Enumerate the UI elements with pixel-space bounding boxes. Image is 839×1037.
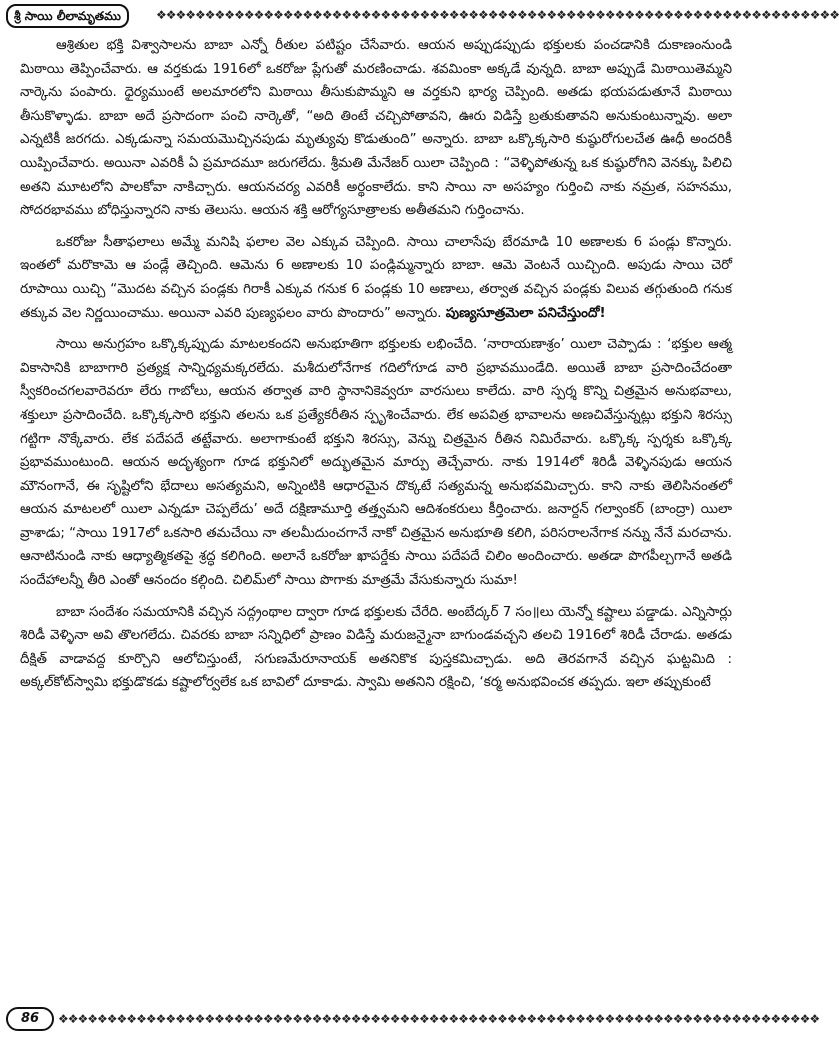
- paragraph-2-text: ఒకరోజు సీతాఫలాలు అమ్మే మనిషి ఫలాల వెల ఎక్కువ చెప్పింది. సాయి చాలాసేపు బేరమాడి 10 అణాలకు 6 పండ్లు కొన్నారు. ఇంతలో మరొకామె ఆ పండ్లే తెచ్చింది. ఆమెను 6 అణాలకు 10 పండ్లిమ్మన్నారు బాబా. ఆమె వెంటనే యిచ్చింది. అపుడు సాయి చెరో రూపాయి యిచ్చి “మొదట వచ్చిన పండ్లకు గిరాకీ ఎక్కువ గనుక 6 పండ్లకు 10 అణాలు, తర్వాత వచ్చిన పండ్లకు విలువ తగ్గుతుంది గనుక తక్కువ వెల నిర్ణయించాము. అయినా ఎవరి పుణ్యఫలం వారు పొందారు” అన్నారు.: [20, 234, 732, 321]
- paragraph-2: [20, 231, 732, 325]
- paragraph-4: బాబా సందేశం సమయానికి వచ్చిన సద్గ్రంథాల ద్వారా గూడ భక్తులకు చేరేది. అంబేద్కర్ 7 సం॥లు యెన్నో కష్టాలు పడ్డాడు. ఎన్నిసార్లు శిరిడీ వెళ్ళినా అవి తొలగలేదు. చివరకు బాబా సన్నిధిలో ప్రాణం విడిస్తే మరుజన్మైనా బాగుండవచ్చని తలచి 1916లో శిరిడీ చేరాడు. అతడు దీక్షిత్ వాడావద్ద కూర్చొని ఆలోచిస్తుంటే, సగుణమేరూనాయక్ అతనికొక పుస్తకమిచ్చాడు. అది తెరవగానే వచ్చిన ఘట్టమిది : అక్కల్‌కోట్‌స్వామి భక్తుడొకడు కష్టాలోర్వలేక ఒక బావిలో దూకాడు. స్వామి అతనిని రక్షించి, ‘కర్మ అనుభవించక తప్పదు. ఇలా తప్పుకుంటే: [20, 604, 732, 691]
- running-title: శ్రీ సాయి లీలామృతము: [6, 4, 129, 28]
- paragraph-1: ఆశ్రితుల భక్తి విశ్వాసాలను బాబా ఎన్నో రీతుల పటిష్టం చేసేవారు. ఆయన అప్పుడప్పుడు భక్తులకు పంచడానికి దుకాణంనుండి మిఠాయి తెప్పించేవారు. ఆ వర్తకుడు 1916లో ఒకరోజు ప్లేగుతో మరణించాడు. శవమింకా అక్కడే వున్నది. బాబా అప్పుడే మిఠాయితెమ్మని నార్కెను పంపారు. ధైర్యముంటే అలమారలోని మిఠాయి తీసుకుపొమ్మని ఆ వర్తకుని భార్య చెప్పింది. అతడు భయపడుతూనే మిఠాయి తీసుకొళ్ళాడు. బాబా అదే ప్రసాదంగా పంచి నార్కెతో, “అది తింటే చచ్చిపోతావని, ఊరు విడిస్తే బ్రతుకుతావని అనుకుంటున్నావు. అలా ఎన్నటికీ జరగదు. ఎక్కడున్నా సమయమొచ్చినపుడు మృత్యువు కొడుతుంది” అన్నారు. బాబా ఒక్కొక్కసారి కుష్ఠురోగులచేత ఊధీ అందరికీ యిప్పించేవారు. అయినా ఎవరికీ ఏ ప్రమాదమూ జరుగలేదు. శ్రీమతి మేనేజర్ యిలా చెప్పింది : “వెళ్ళిపోతున్న ఒక కుష్ఠురోగిని వెనక్కు పిలిచి అతని మూటలోని పాలకోవా నాకిచ్చారు. ఆయనచర్య ఎవరికీ అర్థంకాలేదు. కాని సాయి నా అసహ్యం గుర్తించి నాకు నమ్రత, సహనము, సోదరభావము బోధిస్తున్నారని నాకు తెలుసు. ఆయన శక్తి ఆరోగ్యసూత్రాలకు అతీతమని గుర్తించాను.: [20, 38, 732, 219]
- page-number: 86: [6, 1007, 54, 1031]
- page-header: [6, 4, 839, 26]
- decorative-border-bottom: ❖❖❖❖❖❖❖❖❖❖❖❖❖❖❖❖❖❖❖❖❖❖❖❖❖❖❖❖❖❖❖❖❖❖❖❖❖❖❖❖❖❖❖❖❖❖❖❖❖❖❖❖❖❖❖❖❖❖❖❖❖❖❖❖❖❖❖❖❖❖❖❖❖❖❖❖❖❖: [58, 1012, 820, 1026]
- paragraph-2-emphasis: పుణ్యసూత్రమెలా పనిచేస్తుందో!: [445, 305, 606, 321]
- paragraph-3: సాయి అనుగ్రహం ఒక్కొక్కప్పుడు మాటలకందని అనుభూతిగా భక్తులకు లభించేది. ‘నారాయణాశ్రం’ యిలా చెప్పాడు : ‘భక్తుల ఆత్మ వికాసానికి బాబాగారి ప్రత్యక్ష సాన్నిధ్యమక్కరలేదు. మశీదులోనేగాక గదిలోగూడ వారి ప్రభావముండేది. అయితే బాబా ప్రసాదించేదంతా స్వీకరించగలవారెవరూ లేరు గాబోలు, ఆయన తర్వాత వారి స్థానానికెవ్వరూ వారసులు కాలేదు. వారి స్పర్శ కొన్ని చిత్రమైన అనుభవాలు, శక్తులూ ప్రసాదించేది. ఒక్కొక్కసారి భక్తుని తలను ఒక ప్రత్యేకరీతిన స్పృశించేవారు. లేక అపవిత్ర భావాలను అణచివేస్తున్నట్లు భక్తుని శిరస్సు గట్టిగా నొక్కేవారు. లేక పదేపదే తట్టేవారు. అలాగాకుంటే భక్తుని శిరస్సు, వెన్ను చిత్రమైన రీతిన నిమిరేవారు. ఒక్కొక్క స్పర్శకు ఒక్కొక్క ప్రభావముంటుంది. ఆయన అదృశ్యంగా గూడ భక్తునిలో అద్భుతమైన మార్పు తెచ్చేవారు. నాకు 1914లో శిరిడీ వెళ్ళినపుడు ఆయన మౌనంగానే, ఈ సృష్టిలోని భేదాలు అసత్యమని, అన్నింటికి ఆధారమైన దొక్కటే సత్యమన్న అనుభవమిచ్చారు. కాని నాకు తెలిసినంతలో ఆయన మాటలలో యిలా ఎన్నడూ చెప్పలేదు’ అదే దక్షిణామూర్తి తత్త్వమని ఆదిశంకరులు కీర్తించారు. జనార్దన్ గల్వాంకర్ (బాంద్రా) యిలా వ్రాశాడు; “సాయి 1917లో ఒకసారి తమచేయి నా తలమీదుంచగానే నాకో చిత్రమైన అనుభూతి కలిగి, పరిసరాలనేగాక నన్ను నేనే మరచాను. ఆనాటినుండి నాకు ఆధ్యాత్మికతపై శ్రద్ధ కలిగింది. అలానే ఒకరోజు ఖాపర్డేకు సాయి పదేపదే చిలిం అందించారు. అతడా పొగపీల్చగానే అతడి సందేహాలన్నీ తీరి ఎంతో ఆనందం కల్గింది. చిలిమ్‌లో సాయి పొగాకు మాత్రమే వేసుకున్నారు సుమా!: [20, 337, 732, 589]
- page-body: [20, 34, 732, 996]
- page-footer: [6, 1007, 820, 1031]
- decorative-border-top: ❖❖❖❖❖❖❖❖❖❖❖❖❖❖❖❖❖❖❖❖❖❖❖❖❖❖❖❖❖❖❖❖❖❖❖❖❖❖❖❖❖❖❖❖❖❖❖❖❖❖❖❖❖❖❖❖❖❖❖❖❖❖❖❖❖❖❖❖❖❖: [156, 8, 839, 22]
